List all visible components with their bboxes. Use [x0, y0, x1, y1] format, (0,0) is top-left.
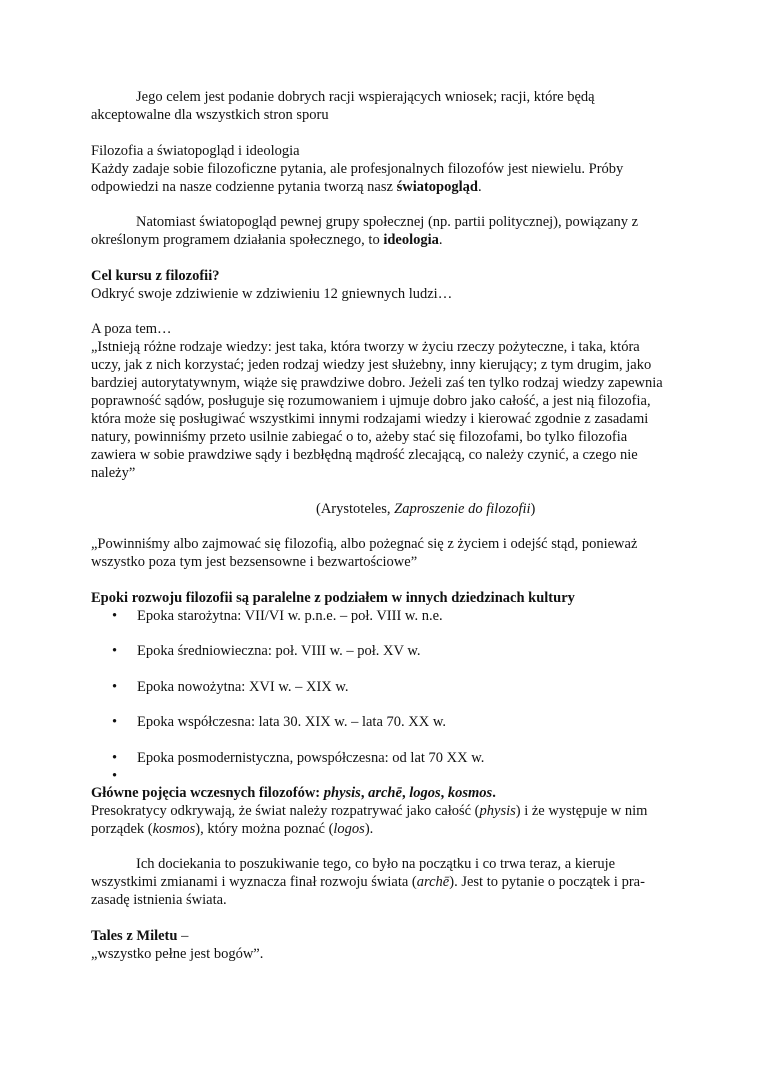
- paragraph-presocratics: Presokratycy odkrywają, że świat należy rozpatrywać jako całość (physis) i że występuje w nim porządek (kosmos), który można poznać (logos).: [91, 802, 648, 837]
- quote-aristotle: „Istnieją różne rodzaje wiedzy: jest taka, która tworzy w życiu rzeczy pożyteczne, i taka, która uczy, jak z nich korzystać; jeden rodzaj wiedzy jest służebny, inny kierujący; z tym drugim, jako bardziej autorytatywnym, wiąże się prawdziwe dobro. Jeżeli zaś ten tylko rodzaj wiedzy zapewnia poprawność sądów, posługuje się rozumowaniem i ujmuje dobro jako całość, a jest nią filozofia, która może się posługiwać wszystkimi innymi rodzajami wiedzy i kierować zgodnie z zasadami natury, powinniśmy przeto usilnie zabiegać o to, ażeby stać się filozofami, bo tylko filozofia zawiera w sobie prawdziwe sądy i bezbłędną mądrość zlecającą, co należy czynić, a czego nie należy”: [91, 339, 663, 481]
- list-item: • Epoka średniowieczna: poł. VIII w. – poł. XV w.: [112, 643, 421, 659]
- list-item: • Epoka starożytna: VII/VI w. p.n.e. – poł. VIII w. n.e.: [112, 607, 443, 624]
- eras-list: [91, 607, 671, 784]
- bullet-icon: •: [112, 714, 118, 730]
- bullet-icon: •: [112, 607, 118, 624]
- term-arche: archē: [368, 784, 402, 801]
- term-logos: logos: [409, 784, 441, 801]
- quote-thales: „wszystko pełne jest bogów”.: [91, 945, 264, 962]
- heading-course-goal: Cel kursu z filozofii?: [91, 267, 220, 284]
- paragraph-course-goal: Odkryć swoje zdziwienie w zdziwieniu 12 gniewnych ludzi…: [91, 285, 453, 302]
- quote-philosophy-or-death: „Powinniśmy albo zajmować się filozofią, albo pożegnać się z życiem i odejść stąd, ponieważ wszystko poza tym jest bezsensowne i bezwartościowe”: [91, 536, 638, 570]
- list-item: • Epoka współczesna: lata 30. XIX w. – lata 70. XX w.: [112, 714, 446, 730]
- heading-thales: Tales z Miletu –: [91, 927, 189, 944]
- term-worldview: światopogląd: [396, 178, 478, 195]
- term-kosmos: kosmos: [447, 784, 493, 801]
- bullet-icon: •: [112, 767, 118, 784]
- bullet-icon: •: [112, 749, 118, 766]
- citation-work-title: Zaproszenie do filozofii: [394, 500, 531, 517]
- section-title-worldview: Filozofia a światopogląd i ideologia: [91, 142, 300, 159]
- paragraph-ideology: Natomiast światopogląd pewnej grupy społecznej (np. partii politycznej), powiązany z określonym programem działania społecznego, to ideologia.: [91, 214, 639, 248]
- bullet-icon: •: [112, 678, 118, 695]
- list-item: • Epoka posmodernistyczna, powspółczesna: od lat 70 XX w.: [112, 749, 485, 766]
- paragraph-inquiries: Ich dociekania to poszukiwanie tego, co było na początku i co trwa teraz, a kieruje wszystkimi zmianami i wyznacza finał rozwoju świata (archē). Jest to pytanie o początek i pra-zasadę istnienia świata.: [91, 856, 645, 908]
- list-item-empty: [91, 767, 671, 784]
- list-item: • Epoka nowożytna: XVI w. – XIX w.: [112, 678, 349, 695]
- paragraph-argument-goal: Jego celem jest podanie dobrych racji wspierających wniosek; racji, które będą akceptowalne dla wszystkich stron sporu: [91, 89, 595, 123]
- term-physis: physis: [323, 784, 361, 801]
- bullet-icon: •: [112, 643, 118, 659]
- heading-eras: Epoki rozwoju filozofii są paralelne z podziałem w innych dziedzinach kultury: [91, 589, 575, 606]
- heading-concepts: Główne pojęcia wczesnych filozofów: physis, archē, logos, kosmos.: [91, 784, 496, 801]
- term-ideology: ideologia: [383, 232, 439, 248]
- paragraph-besides-intro: A poza tem…: [91, 321, 172, 337]
- thales-name: Tales z Miletu: [91, 927, 178, 944]
- document-page: [91, 88, 671, 963]
- citation-aristotle: (Arystoteles, Zaproszenie do filozofii): [316, 500, 536, 517]
- paragraph-worldview: Każdy zadaje sobie filozoficzne pytania, ale profesjonalnych filozofów jest niewielu. Próby odpowiedzi na nasze codzienne pytania tworzą nasz światopogląd.: [91, 160, 624, 195]
